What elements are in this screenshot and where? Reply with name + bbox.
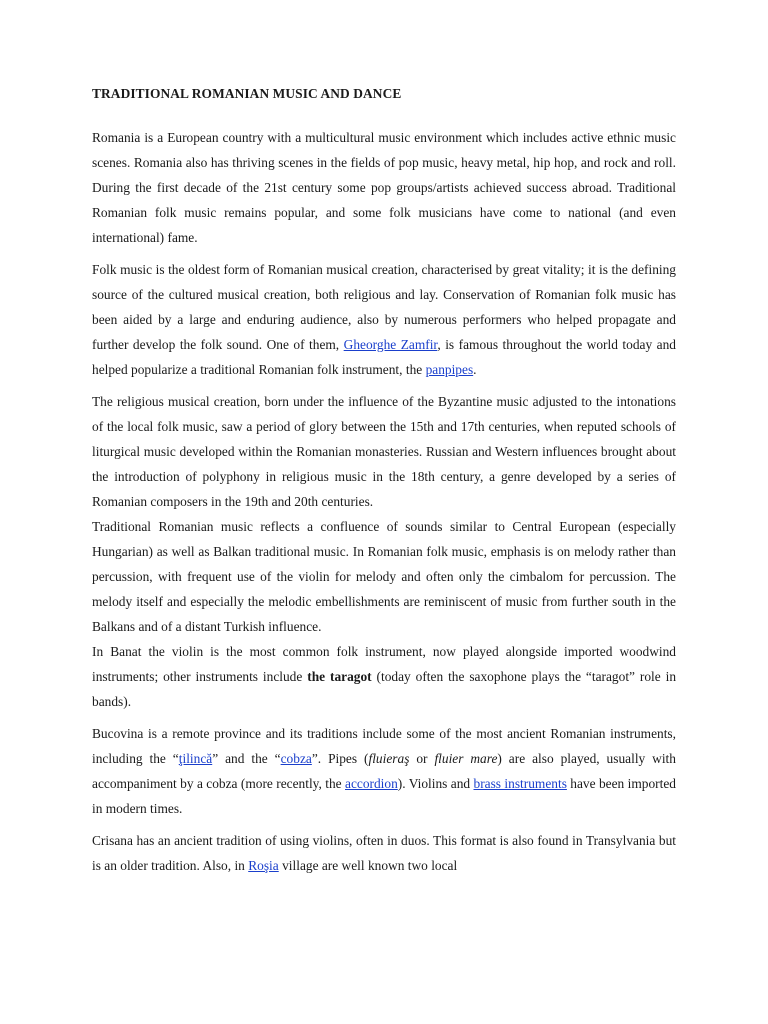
text: Bucovina is a remote province and its traditions include some of the most ancient Romanian instruments, including the “ bbox=[92, 726, 676, 766]
italic-fluier-mare: fluier mare bbox=[434, 751, 498, 766]
bold-taragot: the taragot bbox=[307, 669, 372, 684]
paragraph-banat bbox=[92, 639, 676, 714]
italic-fluieras: fluieraş bbox=[368, 751, 410, 766]
text: or bbox=[409, 751, 435, 766]
paragraph-intro: Romania is a European country with a multicultural music environment which includes active ethnic music scenes. Romania also has thriving scenes in the fields of pop music, heavy metal, hip hop, and rock and roll. During the first decade of the 21st century some pop groups/artists achieved success abroad. Traditional Romanian folk music remains popular, and some folk musicians have come to national (and even international) fame. bbox=[92, 130, 676, 245]
text: (today often the saxophone plays the “taragot” role in bands). bbox=[92, 669, 677, 709]
link-panpipes[interactable]: panpipes bbox=[425, 362, 474, 377]
text: ”. Pipes ( bbox=[311, 751, 369, 766]
text: ” and the “ bbox=[212, 751, 281, 766]
document-title: TRADITIONAL ROMANIAN MUSIC AND DANCE bbox=[92, 86, 402, 101]
text: have been imported in modern times. bbox=[92, 776, 676, 816]
paragraph-traditional-music: Traditional Romanian music reflects a confluence of sounds similar to Central European (especially Hungarian) as well as Balkan traditional music. In Romanian folk music, emphasis is on melody rather than percussion, with frequent use of the violin for melody and often only the cimbalom for percussion. The melody itself and especially the melodic embellishments are reminiscent of music from further south in the Balkans and of a distant Turkish influence. bbox=[92, 519, 676, 634]
text: ). Violins and bbox=[397, 776, 474, 791]
text: village are well known two local bbox=[278, 858, 458, 873]
link-brass-instruments[interactable]: brass instruments bbox=[473, 776, 567, 791]
text: . bbox=[473, 362, 477, 377]
link-gheorghe-zamfir[interactable]: Gheorghe Zamfir bbox=[343, 337, 438, 352]
text: In Banat the violin is the most common folk instrument, now played alongside imported woodwind instruments; other instruments include bbox=[92, 644, 676, 684]
link-cobza[interactable]: cobza bbox=[280, 751, 312, 766]
text: , is famous throughout the world today and helped popularize a traditional Romanian folk instrument, the bbox=[92, 337, 676, 377]
text: Folk music is the oldest form of Romanian musical creation, characterised by great vitality; it is the defining source of the cultured musical creation, both religious and lay. Conservation of Romanian folk music has been aided by a large and enduring audience, also by numerous performers who helped propagate and further develop the folk sound. One of them, bbox=[92, 262, 676, 352]
document-page bbox=[92, 84, 676, 885]
paragraph-bucovina bbox=[92, 721, 676, 821]
link-accordion[interactable]: accordion bbox=[345, 776, 398, 791]
paragraph-religious-music: The religious musical creation, born under the influence of the Byzantine music adjusted to the intonations of the local folk music, saw a period of glory between the 15th and 17th centuries, when reputed schools of liturgical music developed within the Romanian monasteries. Russian and Western influences brought about the introduction of polyphony in religious music in the 18th century, a genre developed by a series of Romanian composers in the 19th and 20th centuries. bbox=[92, 394, 676, 509]
text: ) are also played, usually with accompaniment by a cobza (more recently, the bbox=[92, 751, 676, 791]
paragraph-folk-music bbox=[92, 257, 676, 382]
paragraph-crisana bbox=[92, 828, 676, 878]
text: Crisana has an ancient tradition of using violins, often in duos. This format is also found in Transylvania but is an older tradition. Also, in bbox=[92, 833, 676, 873]
link-rosia[interactable]: Roşia bbox=[248, 858, 279, 873]
link-tilinca[interactable]: ţilincă bbox=[178, 751, 213, 766]
